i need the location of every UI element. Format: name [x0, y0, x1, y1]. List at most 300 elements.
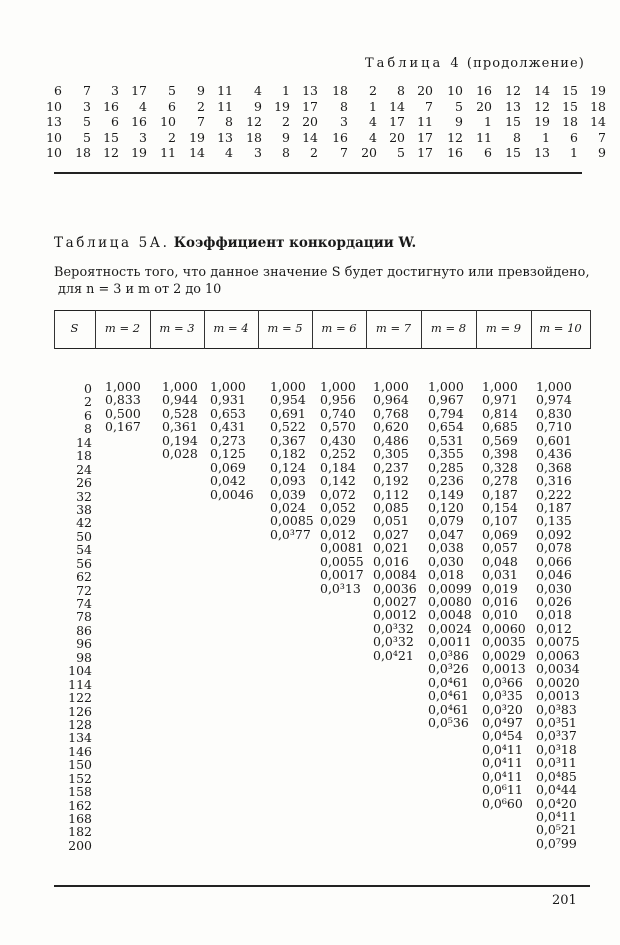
grid-cell: 20	[417, 83, 433, 98]
s-value: 104	[68, 663, 92, 679]
grid-cell: 1	[570, 145, 578, 161]
probability-value: 0,0⁴85	[536, 768, 577, 784]
table-5a-title	[54, 235, 416, 251]
grid-cell: 14	[389, 98, 405, 114]
probability-value: 0,066	[536, 553, 572, 569]
probability-value: 0,027	[373, 526, 409, 542]
probability-value: 0,833	[105, 392, 141, 408]
probability-value: 0,522	[270, 419, 306, 435]
probability-value: 0,967	[428, 392, 464, 408]
grid-cell: 13	[534, 145, 550, 161]
probability-value: 0,0027	[373, 594, 417, 609]
grid-cell: 12	[246, 114, 262, 130]
grid-cell: 4	[139, 98, 147, 114]
probability-value: 0,273	[210, 432, 246, 448]
probability-value: 1,000	[536, 379, 572, 394]
column-m-3	[162, 380, 198, 461]
continuation-title-label: Таблица 4	[365, 56, 462, 71]
probability-value: 0,029	[320, 513, 356, 529]
grid-cell: 2	[310, 145, 318, 161]
probability-value: 0,620	[373, 419, 409, 435]
grid-cell: 8	[513, 129, 521, 145]
grid-cell: 10	[46, 145, 62, 161]
probability-value: 0,0035	[482, 634, 526, 650]
probability-value: 0,167	[105, 419, 141, 435]
grid-cell: 20	[361, 145, 377, 161]
probability-value: 0,316	[536, 473, 572, 489]
header-m-7: m = 7	[375, 321, 412, 335]
s-value: 26	[76, 475, 92, 491]
probability-value: 0,046	[536, 567, 572, 583]
probability-value: 0,0⁶11	[482, 782, 523, 798]
grid-cell: 6	[484, 145, 492, 161]
s-value: 72	[76, 582, 92, 598]
grid-cell: 4	[369, 114, 377, 130]
grid-cell: 18	[562, 114, 578, 130]
grid-cell: 3	[340, 114, 348, 130]
grid-cell: 16	[447, 145, 463, 161]
grid-cell: 10	[447, 83, 463, 98]
probability-value: 0,740	[320, 405, 356, 421]
probability-value: 0,112	[373, 486, 409, 502]
grid-cell: 19	[274, 98, 290, 114]
probability-value: 1,000	[320, 379, 356, 394]
s-value: 32	[76, 488, 92, 504]
probability-value: 0,0³66	[482, 674, 523, 690]
probability-value: 0,0³35	[482, 688, 523, 704]
grid-cell: 5	[83, 114, 91, 130]
s-value: 114	[68, 676, 92, 692]
probability-value: 0,0⁴97	[482, 714, 523, 730]
probability-value: 0,367	[270, 432, 306, 448]
probability-value: 0,052	[320, 499, 356, 515]
probability-value: 0,018	[428, 567, 464, 583]
probability-value: 0,030	[536, 580, 572, 596]
grid-cell: 7	[340, 145, 348, 161]
probability-value: 0,528	[162, 405, 198, 421]
grid-cell: 10	[46, 98, 62, 114]
header-s: S	[70, 321, 79, 335]
probability-value: 0,0011	[428, 634, 472, 650]
column-m-9	[482, 380, 526, 810]
probability-value: 0,042	[210, 473, 246, 489]
header-m-5: m = 5	[267, 321, 303, 335]
probability-value: 0,0⁴21	[373, 647, 414, 663]
probability-value: 0,710	[536, 419, 572, 435]
probability-value: 0,654	[428, 419, 464, 435]
s-value: 128	[68, 716, 92, 732]
s-value: 200	[68, 837, 92, 853]
header-m-9: m = 9	[485, 321, 522, 335]
probability-value: 0,328	[482, 459, 518, 475]
grid-cell: 17	[389, 114, 405, 130]
grid-cell: 7	[197, 114, 205, 130]
probability-value: 0,0³77	[270, 526, 311, 542]
grid-cell: 7	[83, 83, 91, 98]
grid-cell: 18	[75, 145, 91, 161]
probability-value: 0,030	[428, 553, 464, 569]
probability-value: 0,222	[536, 486, 572, 502]
s-value: 42	[76, 515, 92, 531]
grid-cell: 9	[197, 83, 205, 98]
column-separator	[590, 310, 591, 349]
continuation-number-grid	[40, 83, 606, 161]
probability-value: 0,931	[210, 392, 246, 408]
probability-value: 0,252	[320, 446, 356, 462]
s-value: 8	[84, 421, 92, 437]
grid-cell: 1	[484, 114, 492, 130]
s-value: 0	[84, 381, 92, 396]
probability-value: 0,0³26	[428, 661, 469, 677]
probability-value: 0,0099	[428, 580, 472, 596]
s-value: 14	[76, 434, 92, 450]
probability-value: 0,021	[373, 540, 409, 556]
grid-cell: 16	[131, 114, 147, 130]
probability-value: 0,031	[482, 567, 518, 583]
probability-value: 0,135	[536, 513, 572, 529]
probability-value: 0,038	[428, 540, 464, 556]
probability-value: 0,0055	[320, 553, 364, 569]
probability-value: 0,653	[210, 405, 246, 421]
grid-cell: 6	[54, 83, 62, 98]
probability-value: 0,016	[373, 553, 409, 569]
probability-value: 0,486	[373, 432, 409, 448]
probability-value: 0,0⁴61	[428, 688, 469, 704]
grid-cell: 8	[397, 83, 405, 98]
probability-value: 0,085	[373, 499, 409, 515]
grid-cell: 4	[369, 129, 377, 145]
grid-cell: 10	[46, 129, 62, 145]
probability-value: 0,069	[210, 459, 246, 475]
grid-cell: 11	[476, 129, 492, 145]
probability-value: 0,0020	[536, 674, 580, 690]
probability-value: 0,278	[482, 473, 518, 489]
grid-cell: 4	[254, 83, 262, 98]
probability-value: 0,047	[428, 526, 464, 542]
probability-value: 0,154	[482, 499, 518, 515]
probability-value: 0,0³32	[373, 620, 414, 636]
s-value: 74	[76, 596, 92, 611]
probability-value: 0,305	[373, 446, 409, 462]
s-value: 168	[68, 811, 92, 826]
grid-row	[40, 145, 606, 161]
header-m-6: m = 6	[321, 321, 357, 335]
probability-value: 0,0060	[482, 620, 526, 636]
probability-value: 1,000	[482, 379, 518, 394]
grid-cell: 9	[455, 114, 463, 130]
grid-cell: 8	[225, 114, 233, 130]
grid-cell: 17	[131, 83, 147, 98]
grid-cell: 14	[590, 114, 606, 130]
probability-value: 0,361	[162, 419, 198, 435]
column-m-5	[270, 380, 314, 541]
column-m-6	[320, 380, 364, 595]
probability-value: 1,000	[105, 379, 141, 394]
grid-cell: 10	[160, 114, 176, 130]
probability-value: 0,0⁷99	[536, 835, 577, 851]
probability-value: 0,019	[482, 580, 518, 596]
probability-value: 0,026	[536, 594, 572, 609]
probability-value: 0,010	[482, 607, 518, 623]
probability-value: 0,016	[482, 594, 518, 609]
probability-value: 0,078	[536, 540, 572, 556]
probability-value: 0,0⁴11	[536, 809, 577, 824]
grid-cell: 19	[590, 83, 606, 98]
probability-value: 0,956	[320, 392, 356, 408]
s-value: 158	[68, 784, 92, 800]
grid-cell: 4	[225, 145, 233, 161]
probability-value: 0,0⁴11	[482, 755, 523, 771]
grid-cell: 11	[217, 83, 233, 98]
probability-value: 0,0³13	[320, 580, 361, 596]
probability-value: 0,0⁴61	[428, 674, 469, 690]
probability-value: 0,531	[428, 432, 464, 448]
grid-cell: 9	[598, 145, 606, 161]
grid-cell: 2	[369, 83, 377, 98]
grid-cell: 13	[505, 98, 521, 114]
grid-cell: 11	[160, 145, 176, 161]
probability-value: 0,120	[428, 499, 464, 515]
continuation-title-paren: (продолжение)	[466, 56, 585, 71]
grid-cell: 16	[332, 129, 348, 145]
probability-value: 0,057	[482, 540, 518, 556]
probability-value: 0,236	[428, 473, 464, 489]
header-m-2: m = 2	[104, 321, 141, 335]
s-value: 98	[76, 649, 92, 665]
probability-value: 0,107	[482, 513, 518, 529]
grid-cell: 18	[246, 129, 262, 145]
s-value: 50	[76, 528, 92, 544]
grid-cell: 20	[389, 129, 405, 145]
probability-value: 0,0084	[373, 567, 417, 583]
probability-value: 0,570	[320, 419, 356, 435]
grid-cell: 16	[103, 98, 119, 114]
grid-cell: 3	[139, 129, 147, 145]
s-value: 78	[76, 609, 92, 625]
probability-value: 0,0³18	[536, 741, 577, 757]
s-value: 24	[76, 461, 92, 477]
probability-value: 0,194	[162, 432, 198, 448]
s-value: 18	[76, 448, 92, 464]
probability-value: 0,0075	[536, 634, 580, 650]
probability-value: 0,0⁴54	[482, 728, 523, 744]
grid-cell: 3	[83, 98, 91, 114]
probability-value: 0,0⁴20	[536, 795, 577, 811]
header-bottom-rule	[54, 348, 590, 349]
page-number: 201	[552, 893, 577, 908]
probability-value: 0,024	[270, 499, 306, 515]
grid-cell: 17	[417, 129, 433, 145]
grid-cell: 8	[282, 145, 290, 161]
grid-cell: 8	[340, 98, 348, 114]
continuation-title	[365, 56, 585, 71]
column-m-2	[105, 380, 141, 434]
probability-value: 0,018	[536, 607, 572, 623]
header-m-10: m = 10	[539, 321, 582, 335]
grid-cell: 19	[534, 114, 550, 130]
grid-cell: 5	[83, 129, 91, 145]
probability-value: 0,0⁵21	[536, 822, 577, 838]
header-m-8: m = 8	[430, 321, 467, 335]
probability-value: 0,125	[210, 446, 246, 462]
probability-value: 0,0080	[428, 594, 472, 609]
table-5a-caption: Коэффициент конкордации W.	[173, 235, 417, 251]
probability-value: 0,0085	[270, 513, 314, 529]
probability-value: 0,149	[428, 486, 464, 502]
probability-value: 0,124	[270, 459, 306, 475]
grid-cell: 6	[570, 129, 578, 145]
probability-value: 0,0⁵36	[428, 714, 469, 730]
probability-value: 0,0³37	[536, 728, 577, 744]
grid-row	[40, 129, 606, 146]
grid-cell: 17	[302, 98, 318, 114]
probability-value: 0,0048	[428, 607, 472, 623]
s-value: 56	[76, 555, 92, 571]
probability-value: 0,794	[428, 405, 464, 421]
s-value: 6	[84, 407, 92, 423]
probability-value: 0,398	[482, 446, 518, 462]
grid-cell: 9	[254, 98, 262, 114]
grid-cell: 13	[217, 129, 233, 145]
probability-value: 0,954	[270, 392, 306, 408]
probability-value: 0,237	[373, 459, 409, 475]
grid-cell: 15	[562, 83, 578, 98]
probability-value: 1,000	[428, 379, 464, 394]
grid-cell: 11	[417, 114, 433, 130]
probability-value: 0,0013	[482, 661, 526, 677]
s-value: 162	[68, 797, 92, 813]
probability-value: 0,048	[482, 553, 518, 569]
probability-value: 0,685	[482, 419, 518, 435]
probability-value: 0,0⁶60	[482, 795, 523, 811]
s-value: 122	[68, 690, 92, 706]
probability-value: 0,142	[320, 473, 356, 489]
header-top-rule	[54, 310, 590, 311]
grid-cell: 18	[590, 98, 606, 114]
probability-value: 1,000	[373, 379, 409, 394]
probability-value: 0,0⁴61	[428, 701, 469, 717]
probability-value: 0,0³20	[482, 701, 523, 717]
probability-value: 0,051	[373, 513, 409, 529]
grid-row	[40, 98, 606, 115]
header-m-3: m = 3	[159, 321, 195, 335]
probability-value: 0,500	[105, 405, 141, 421]
grid-cell: 12	[447, 129, 463, 145]
grid-cell: 5	[455, 98, 463, 114]
probability-value: 0,079	[428, 513, 464, 529]
grid-cell: 15	[505, 114, 521, 130]
s-value: 146	[68, 743, 92, 759]
grid-cell: 12	[103, 145, 119, 161]
grid-cell: 14	[189, 145, 205, 161]
probability-value: 0,012	[320, 526, 356, 542]
grid-cell: 9	[282, 129, 290, 145]
grid-cell: 15	[505, 145, 521, 161]
s-value: 134	[68, 730, 92, 746]
grid-cell: 3	[111, 83, 119, 98]
probability-value: 0,964	[373, 392, 409, 408]
probability-value: 0,0029	[482, 647, 526, 663]
grid-cell: 16	[476, 83, 492, 98]
grid-cell: 14	[302, 129, 318, 145]
probability-value: 0,0046	[210, 486, 254, 502]
probability-value: 0,355	[428, 446, 464, 462]
grid-cell: 2	[168, 129, 176, 145]
column-m-8	[428, 380, 472, 729]
table-bottom-rule	[54, 885, 590, 887]
grid-cell: 5	[397, 145, 405, 161]
probability-value: 0,0036	[373, 580, 417, 596]
grid-cell: 15	[562, 98, 578, 114]
s-value: 150	[68, 757, 92, 773]
s-value: 182	[68, 824, 92, 840]
probability-value: 1,000	[270, 379, 306, 394]
grid-cell: 19	[189, 129, 205, 145]
s-value: 126	[68, 703, 92, 719]
grid-row	[40, 114, 606, 130]
probability-value: 0,187	[482, 486, 518, 502]
grid-cell: 1	[369, 98, 377, 114]
probability-value: 0,182	[270, 446, 306, 462]
grid-cell: 1	[282, 83, 290, 98]
header-m-4: m = 4	[213, 321, 249, 335]
grid-cell: 14	[534, 83, 550, 98]
probability-value: 0,028	[162, 446, 198, 462]
probability-value: 0,0⁴11	[482, 768, 523, 784]
probability-value: 0,0063	[536, 647, 580, 663]
grid-cell: 5	[168, 83, 176, 98]
grid-cell: 17	[417, 145, 433, 161]
probability-value: 0,0³86	[428, 647, 469, 663]
probability-value: 0,814	[482, 405, 518, 421]
column-m-4	[210, 380, 254, 501]
grid-cell: 12	[505, 83, 521, 98]
probability-value: 0,285	[428, 459, 464, 475]
probability-value: 0,0034	[536, 661, 580, 677]
grid-cell: 13	[302, 83, 318, 98]
grid-cell: 3	[254, 145, 262, 161]
s-value: 54	[76, 542, 92, 558]
probability-value: 0,0³32	[373, 634, 414, 650]
probability-value: 0,039	[270, 486, 306, 502]
table-5a-subtitle-line1: Вероятность того, что данное значение S будет достигнуто или превзойдено,	[54, 265, 590, 280]
grid-cell: 18	[332, 83, 348, 98]
probability-value: 0,601	[536, 432, 572, 448]
probability-value: 0,012	[536, 620, 572, 636]
probability-value: 0,0024	[428, 620, 472, 636]
grid-cell: 6	[111, 114, 119, 130]
probability-value: 0,0081	[320, 540, 364, 556]
table-5a-subtitle-line2: для n = 3 и m от 2 до 10	[58, 282, 222, 297]
grid-cell: 1	[542, 129, 550, 145]
grid-cell: 6	[168, 98, 176, 114]
s-values-column	[54, 382, 92, 852]
column-m-7	[373, 380, 417, 662]
probability-value: 0,187	[536, 499, 572, 515]
probability-value: 0,0013	[536, 688, 580, 704]
grid-cell: 20	[302, 114, 318, 130]
probability-value: 0,944	[162, 392, 198, 408]
probability-value: 0,431	[210, 419, 246, 435]
probability-value: 0,691	[270, 405, 306, 421]
probability-value: 0,184	[320, 459, 356, 475]
grid-cell: 12	[534, 98, 550, 114]
s-value: 86	[76, 622, 92, 638]
table-5a-label: Таблица 5А.	[54, 235, 170, 251]
s-value: 38	[76, 501, 92, 517]
probability-value: 0,971	[482, 392, 518, 408]
probability-value: 0,436	[536, 446, 572, 462]
